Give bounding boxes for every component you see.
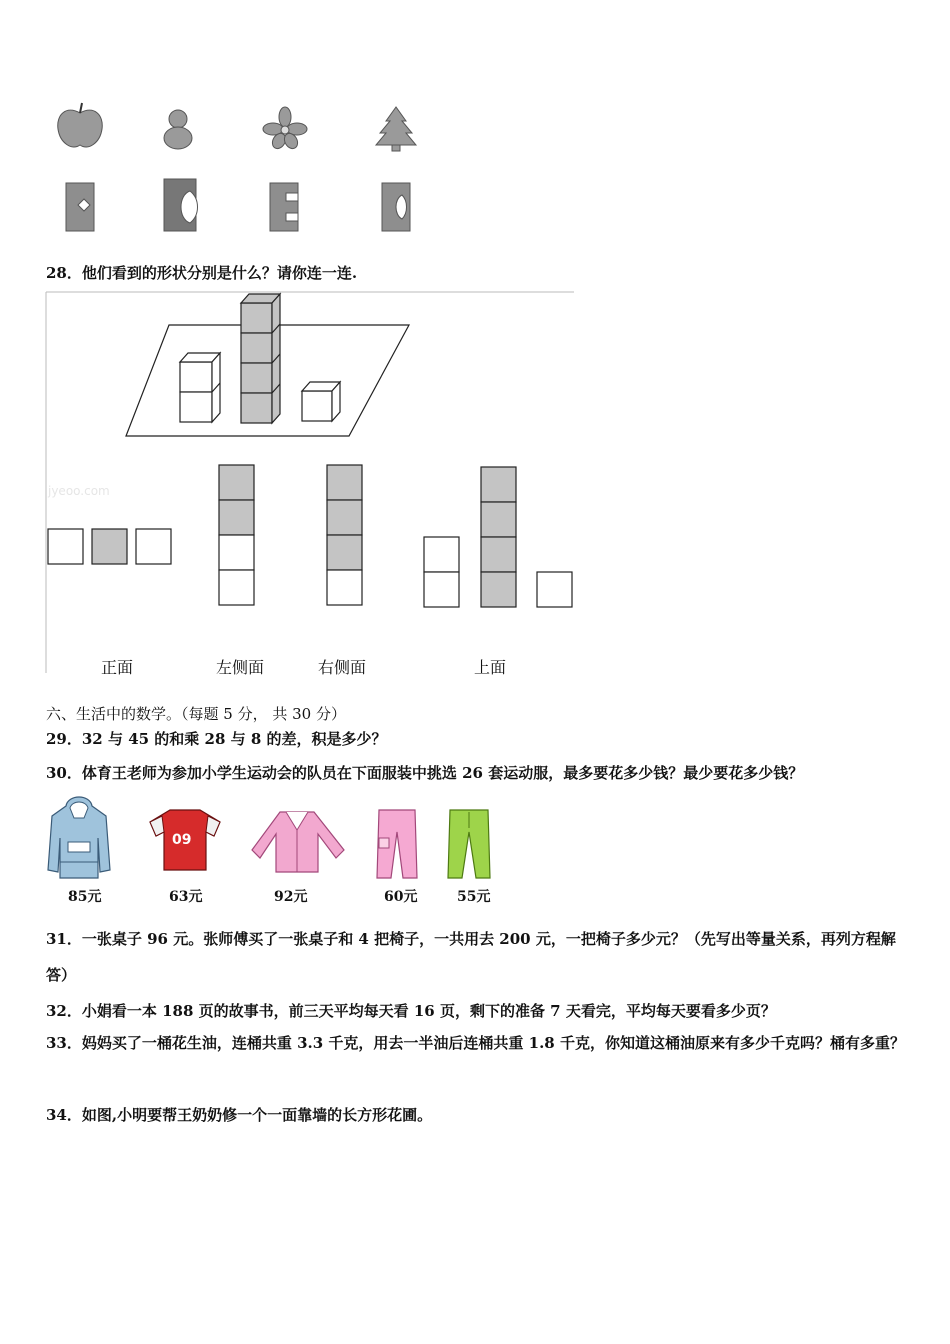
price-green-pants: 55元 — [457, 889, 491, 905]
question-31: 31．一张桌子 96 元。张师傅买了一张桌子和 4 把椅子，一共用去 200 元，一把椅子多少元？（先写出等量关系，再列方程解答） — [46, 930, 896, 984]
question-34: 34．如图,小明要帮王奶奶修一个一面靠墙的长方形花圃。 — [46, 1106, 433, 1124]
gourd-icon — [164, 110, 192, 149]
card-c-moon-icon — [164, 179, 198, 231]
view-option-front[interactable] — [48, 529, 171, 564]
label-front: 正面 — [101, 658, 134, 677]
price-pink-pants: 60元 — [384, 889, 418, 905]
price-hoodie: 85元 — [68, 889, 102, 905]
question-32: 32．小娟看一本 188 页的故事书，前三天平均每天看 16 页，剩下的准备 7 天看完，平均每天要看多少页？ — [46, 1002, 776, 1020]
card-e-plain-icon — [270, 183, 298, 231]
cube-single — [302, 382, 340, 421]
label-top: 上面 — [474, 658, 507, 677]
section-title: 六、生活中的数学。（每题 5 分， 共 30 分） — [46, 705, 346, 723]
price-tshirt: 63元 — [169, 889, 203, 905]
question-33: 33．妈妈买了一桶花生油，连桶共重 3.3 千克，用去一半油后连桶共重 1.8 千克，你知道这桶油原来有多少千克吗？桶有多重？ — [46, 1034, 905, 1052]
question-29: 29．32 与 45 的和乘 28 与 8 的差，积是多少？ — [46, 730, 387, 748]
tshirt-image — [148, 806, 222, 872]
card-e-star-icon — [66, 183, 94, 231]
watermark: jyeoo.com — [48, 484, 110, 498]
question-30: 30．体育王老师为参加小学生运动会的队员在下面服装中挑选 26 套运动服，最多要花多少钱？最少要花多少钱？ — [46, 764, 804, 782]
card-e-moon-icon — [382, 183, 410, 231]
view-option-left[interactable] — [219, 465, 254, 605]
symbol-figures — [40, 95, 440, 240]
label-right-side: 右侧面 — [318, 658, 367, 677]
label-left-side: 左侧面 — [216, 658, 265, 677]
svg-text:09: 09 — [172, 832, 192, 848]
apple-icon — [58, 103, 103, 147]
cube-stack-two — [180, 353, 220, 422]
cube-stack-four — [241, 294, 280, 423]
price-jacket: 92元 — [274, 889, 308, 905]
cube-views-figure — [44, 290, 576, 675]
flower-icon — [263, 107, 307, 151]
hoodie-image — [46, 792, 112, 882]
view-option-top[interactable] — [424, 467, 572, 607]
green-pants-image — [446, 808, 492, 880]
pink-pants-image — [375, 808, 419, 880]
tree-icon — [376, 107, 416, 151]
jacket-image — [250, 808, 346, 874]
question-28: 28．他们看到的形状分别是什么？请你连一连. — [46, 264, 358, 282]
view-option-right[interactable] — [327, 465, 362, 605]
